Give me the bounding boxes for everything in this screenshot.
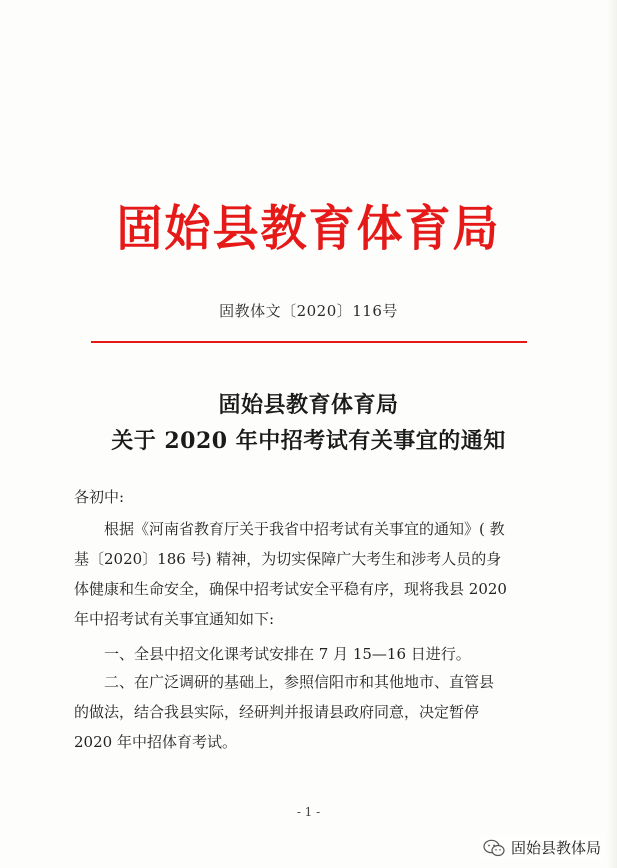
wechat-watermark <box>479 835 605 860</box>
paragraph-line: 体健康和生命安全，确保中招考试安全平稳有序，现将我县 2020 <box>74 580 507 598</box>
paragraph-line: 根据《河南省教育厅关于我省中招考试有关事宜的通知》( 教 <box>74 520 505 538</box>
document-number: 固教体文〔2020〕116号 <box>219 302 398 320</box>
paragraph-item-1 <box>74 639 544 669</box>
paragraph-line: 的做法，结合我县实际，经研判并报请县政府同意，决定暂停 <box>74 703 480 721</box>
paragraph-line: 基〔2020〕186 号) 精神，为切实保障广大考生和涉考人员的身 <box>74 550 502 568</box>
paragraph-intro <box>74 514 544 634</box>
notice-title-line2: 关于 2020 年中招考试有关事宜的通知 <box>111 428 506 454</box>
paragraph-line: 年中招考试有关事宜通知如下: <box>74 610 275 628</box>
paragraph-line: 二、在广泛调研的基础上，参照信阳市和其他地市、直管县 <box>74 673 495 691</box>
paragraph-line: 2020 年中招体育考试。 <box>74 733 237 751</box>
watermark-text: 固始县教体局 <box>510 839 601 857</box>
page-number: - 1 - <box>296 805 321 819</box>
paragraph-line: 一、全县中招文化课考试安排在 7 月 15—16 日进行。 <box>74 645 471 663</box>
red-divider-line <box>91 341 527 343</box>
salutation: 各初中: <box>74 488 125 506</box>
paragraph-item-2 <box>74 667 544 757</box>
wechat-icon <box>483 839 505 857</box>
notice-title-line1: 固始县教育体育局 <box>218 392 399 418</box>
org-red-header: 固始县教育体育局 <box>116 199 501 257</box>
